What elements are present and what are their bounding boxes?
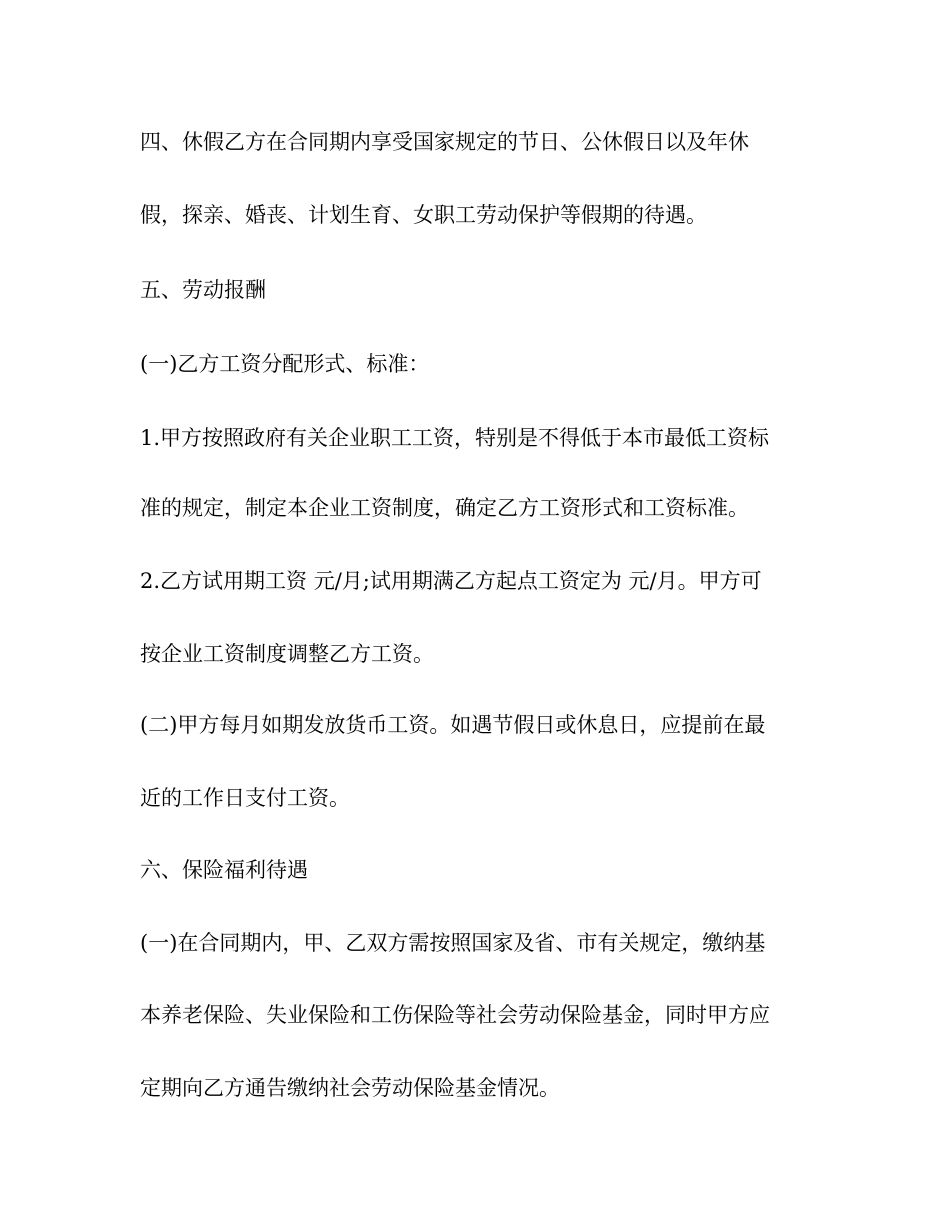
text-line: 准的规定，制定本企业工资制度，确定乙方工资形式和工资标准。 (140, 496, 749, 520)
section-heading: 五、劳动报酬 (140, 278, 266, 302)
text-line: 假，探亲、婚丧、计划生育、女职工劳动保护等假期的待遇。 (140, 203, 707, 227)
section-heading: 六、保险福利待遇 (140, 858, 308, 882)
text-line: (一)乙方工资分配形式、标准： (140, 352, 430, 376)
text-line: (二)甲方每月如期发放货币工资。如遇节假日或休息日，应提前在最 (140, 713, 766, 737)
text-line: 近的工作日支付工资。 (140, 786, 350, 810)
text-line: (一)在合同期内，甲、乙双方需按照国家及省、市有关规定，缴纳基 (140, 931, 766, 955)
text-line: 2.乙方试用期工资 元/月;试用期满乙方起点工资定为 元/月。甲方可 (140, 569, 762, 593)
text-line: 本养老保险、失业保险和工伤保险等社会劳动保险基金，同时甲方应 (140, 1003, 770, 1027)
text-line: 按企业工资制度调整乙方工资。 (140, 642, 434, 666)
text-line: 定期向乙方通告缴纳社会劳动保险基金情况。 (140, 1076, 560, 1100)
text-line: 1.甲方按照政府有关企业职工工资，特别是不得低于本市最低工资标 (140, 426, 770, 450)
text-line: 四、休假乙方在合同期内享受国家规定的节日、公休假日以及年休 (140, 130, 749, 154)
